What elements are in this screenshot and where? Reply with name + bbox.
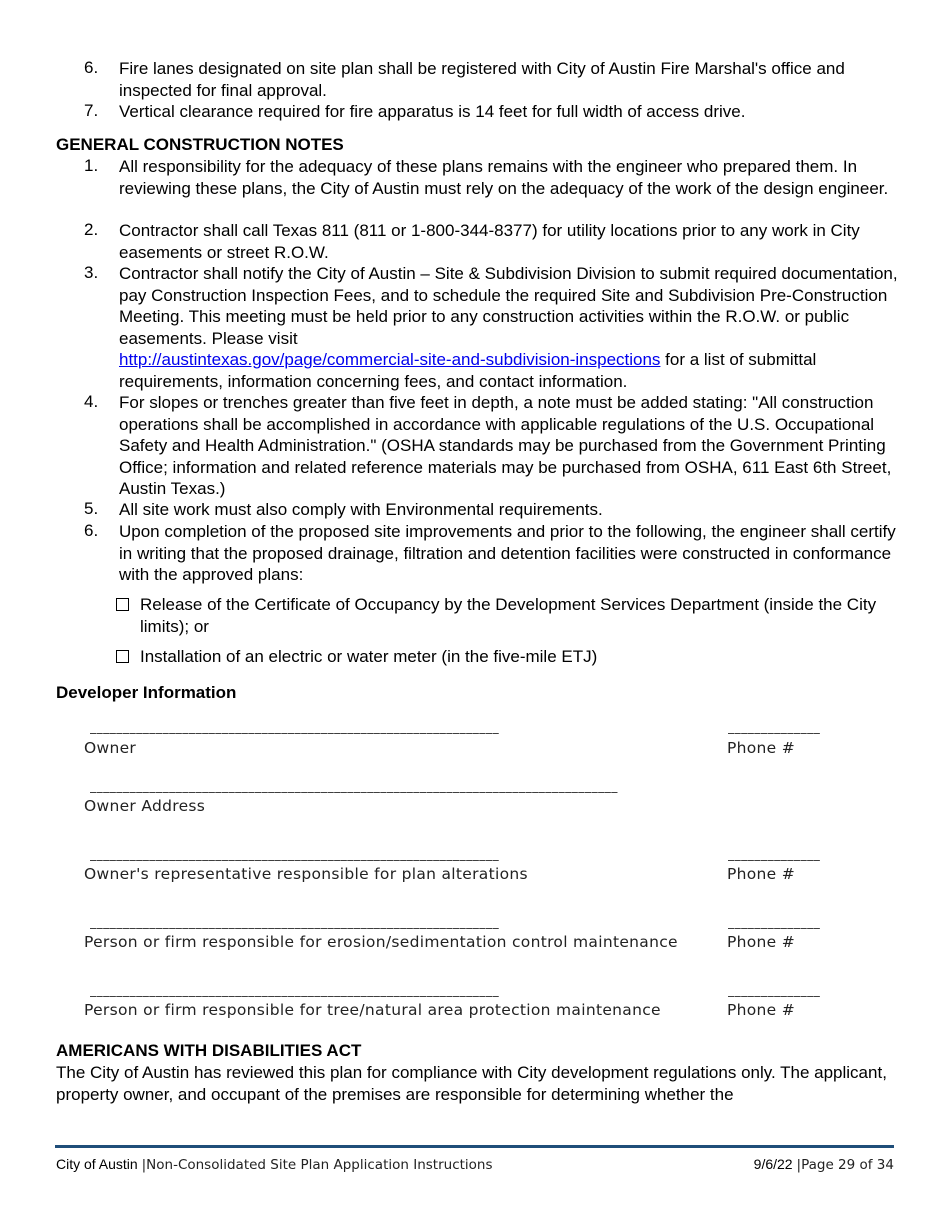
footer-page-number: Page 29 of 34 <box>801 1157 894 1173</box>
footer-date: 9/6/22 <box>753 1156 793 1172</box>
list-text: Vertical clearance required for fire apparatus is 14 feet for full width of access drive. <box>119 102 746 121</box>
footer-rule <box>55 1145 894 1148</box>
list-number: 6. <box>84 58 99 77</box>
checkbox-label: Release of the Certificate of Occupancy by the Development Services Department (inside the City limits); or <box>140 595 877 636</box>
list-text: All site work must also comply with Environmental requirements. <box>119 500 603 519</box>
rep-blank-line[interactable]: ______________________________________________________________ <box>90 847 500 861</box>
erosion-label: Person or firm responsible for erosion/sedimentation control maintenance <box>84 933 678 951</box>
erosion-phone-label: Phone # <box>727 933 796 951</box>
footer-separator: | <box>796 1157 802 1173</box>
owner-blank-line[interactable]: ______________________________________________________________ <box>90 720 500 734</box>
footer-right <box>754 1156 894 1173</box>
list-text: Contractor shall call Texas 811 (811 or 1-800-344-8377) for utility locations prior to any work in City easements or street R.O.W. <box>119 221 860 262</box>
owner-label: Owner <box>84 739 137 757</box>
footer-separator: | <box>141 1157 147 1173</box>
list-number: 6. <box>84 521 99 540</box>
rep-phone-blank-line[interactable]: ______________ <box>728 847 821 861</box>
footer-doc-title: Non-Consolidated Site Plan Application Instructions <box>146 1157 493 1173</box>
erosion-blank-line[interactable]: ______________________________________________________________ <box>90 915 500 929</box>
item-text-before: Contractor shall notify the City of Austin – Site & Subdivision Division to submit required documentation, pay Construction Inspection Fees, and to schedule the required Site and Subdivision Pre-Construction Meeting. This meeting must be held prior to any construction activities within the R.O.W. or public easements. Please visit <box>119 264 898 348</box>
section-heading-developer-information: Developer Information <box>56 683 237 702</box>
item-text-after: for a list of submittal requirements, information concerning fees, and contact information. <box>119 350 817 391</box>
list-number: 5. <box>84 499 99 518</box>
list-number: 7. <box>84 101 99 120</box>
tree-label: Person or firm responsible for tree/natural area protection maintenance <box>84 1001 661 1019</box>
checkbox-certificate-of-occupancy[interactable] <box>116 598 129 611</box>
section-heading-ada: AMERICANS WITH DISABILITIES ACT <box>56 1041 362 1060</box>
checkbox-meter-installation[interactable] <box>116 650 129 663</box>
tree-phone-label: Phone # <box>727 1001 796 1019</box>
list-text: Upon completion of the proposed site improvements and prior to the following, the engineer shall certify in writing that the proposed drainage, filtration and detention facilities were constructed in conformance with the approved plans: <box>119 522 896 584</box>
owner-address-label: Owner Address <box>84 797 206 815</box>
ada-paragraph: The City of Austin has reviewed this plan for compliance with City development regulations only. The applicant, property owner, and occupant of the premises are responsible for determining whether the <box>56 1063 887 1104</box>
tree-phone-blank-line[interactable]: ______________ <box>728 983 821 997</box>
checkbox-label: Installation of an electric or water meter (in the five-mile ETJ) <box>140 647 598 666</box>
erosion-phone-blank-line[interactable]: ______________ <box>728 915 821 929</box>
list-text: Fire lanes designated on site plan shall be registered with City of Austin Fire Marshal's office and inspected for final approval. <box>119 59 845 100</box>
inspections-link[interactable]: http://austintexas.gov/page/commercial-site-and-subdivision-inspections <box>119 350 661 369</box>
footer-org: City of Austin <box>56 1156 138 1172</box>
list-number: 2. <box>84 220 99 239</box>
section-heading-general-construction: GENERAL CONSTRUCTION NOTES <box>56 135 344 154</box>
list-number: 4. <box>84 392 99 411</box>
list-text: For slopes or trenches greater than five feet in depth, a note must be added stating: "All construction operations shall be accomplished in accordance with applicable regulations of the U.S. Occupational Safety and Health Administration." (OSHA standards may be purchased from the Government Printing Office; information and related reference materials may be purchased from OSHA, 611 East 6th Street, Austin Texas.) <box>119 393 892 498</box>
list-number: 1. <box>84 156 99 175</box>
list-text: All responsibility for the adequacy of these plans remains with the engineer who prepared them. In reviewing these plans, the City of Austin must rely on the adequacy of the work of the design engineer. <box>119 157 889 198</box>
footer-left <box>56 1156 493 1173</box>
rep-label: Owner's representative responsible for plan alterations <box>84 865 528 883</box>
tree-blank-line[interactable]: ______________________________________________________________ <box>90 983 500 997</box>
list-text <box>119 263 899 392</box>
rep-phone-label: Phone # <box>727 865 796 883</box>
owner-phone-blank-line[interactable]: ______________ <box>728 720 821 734</box>
owner-phone-label: Phone # <box>727 739 796 757</box>
list-number: 3. <box>84 263 99 282</box>
owner-address-blank-line[interactable]: ________________________________________________________________________________ <box>90 779 618 793</box>
